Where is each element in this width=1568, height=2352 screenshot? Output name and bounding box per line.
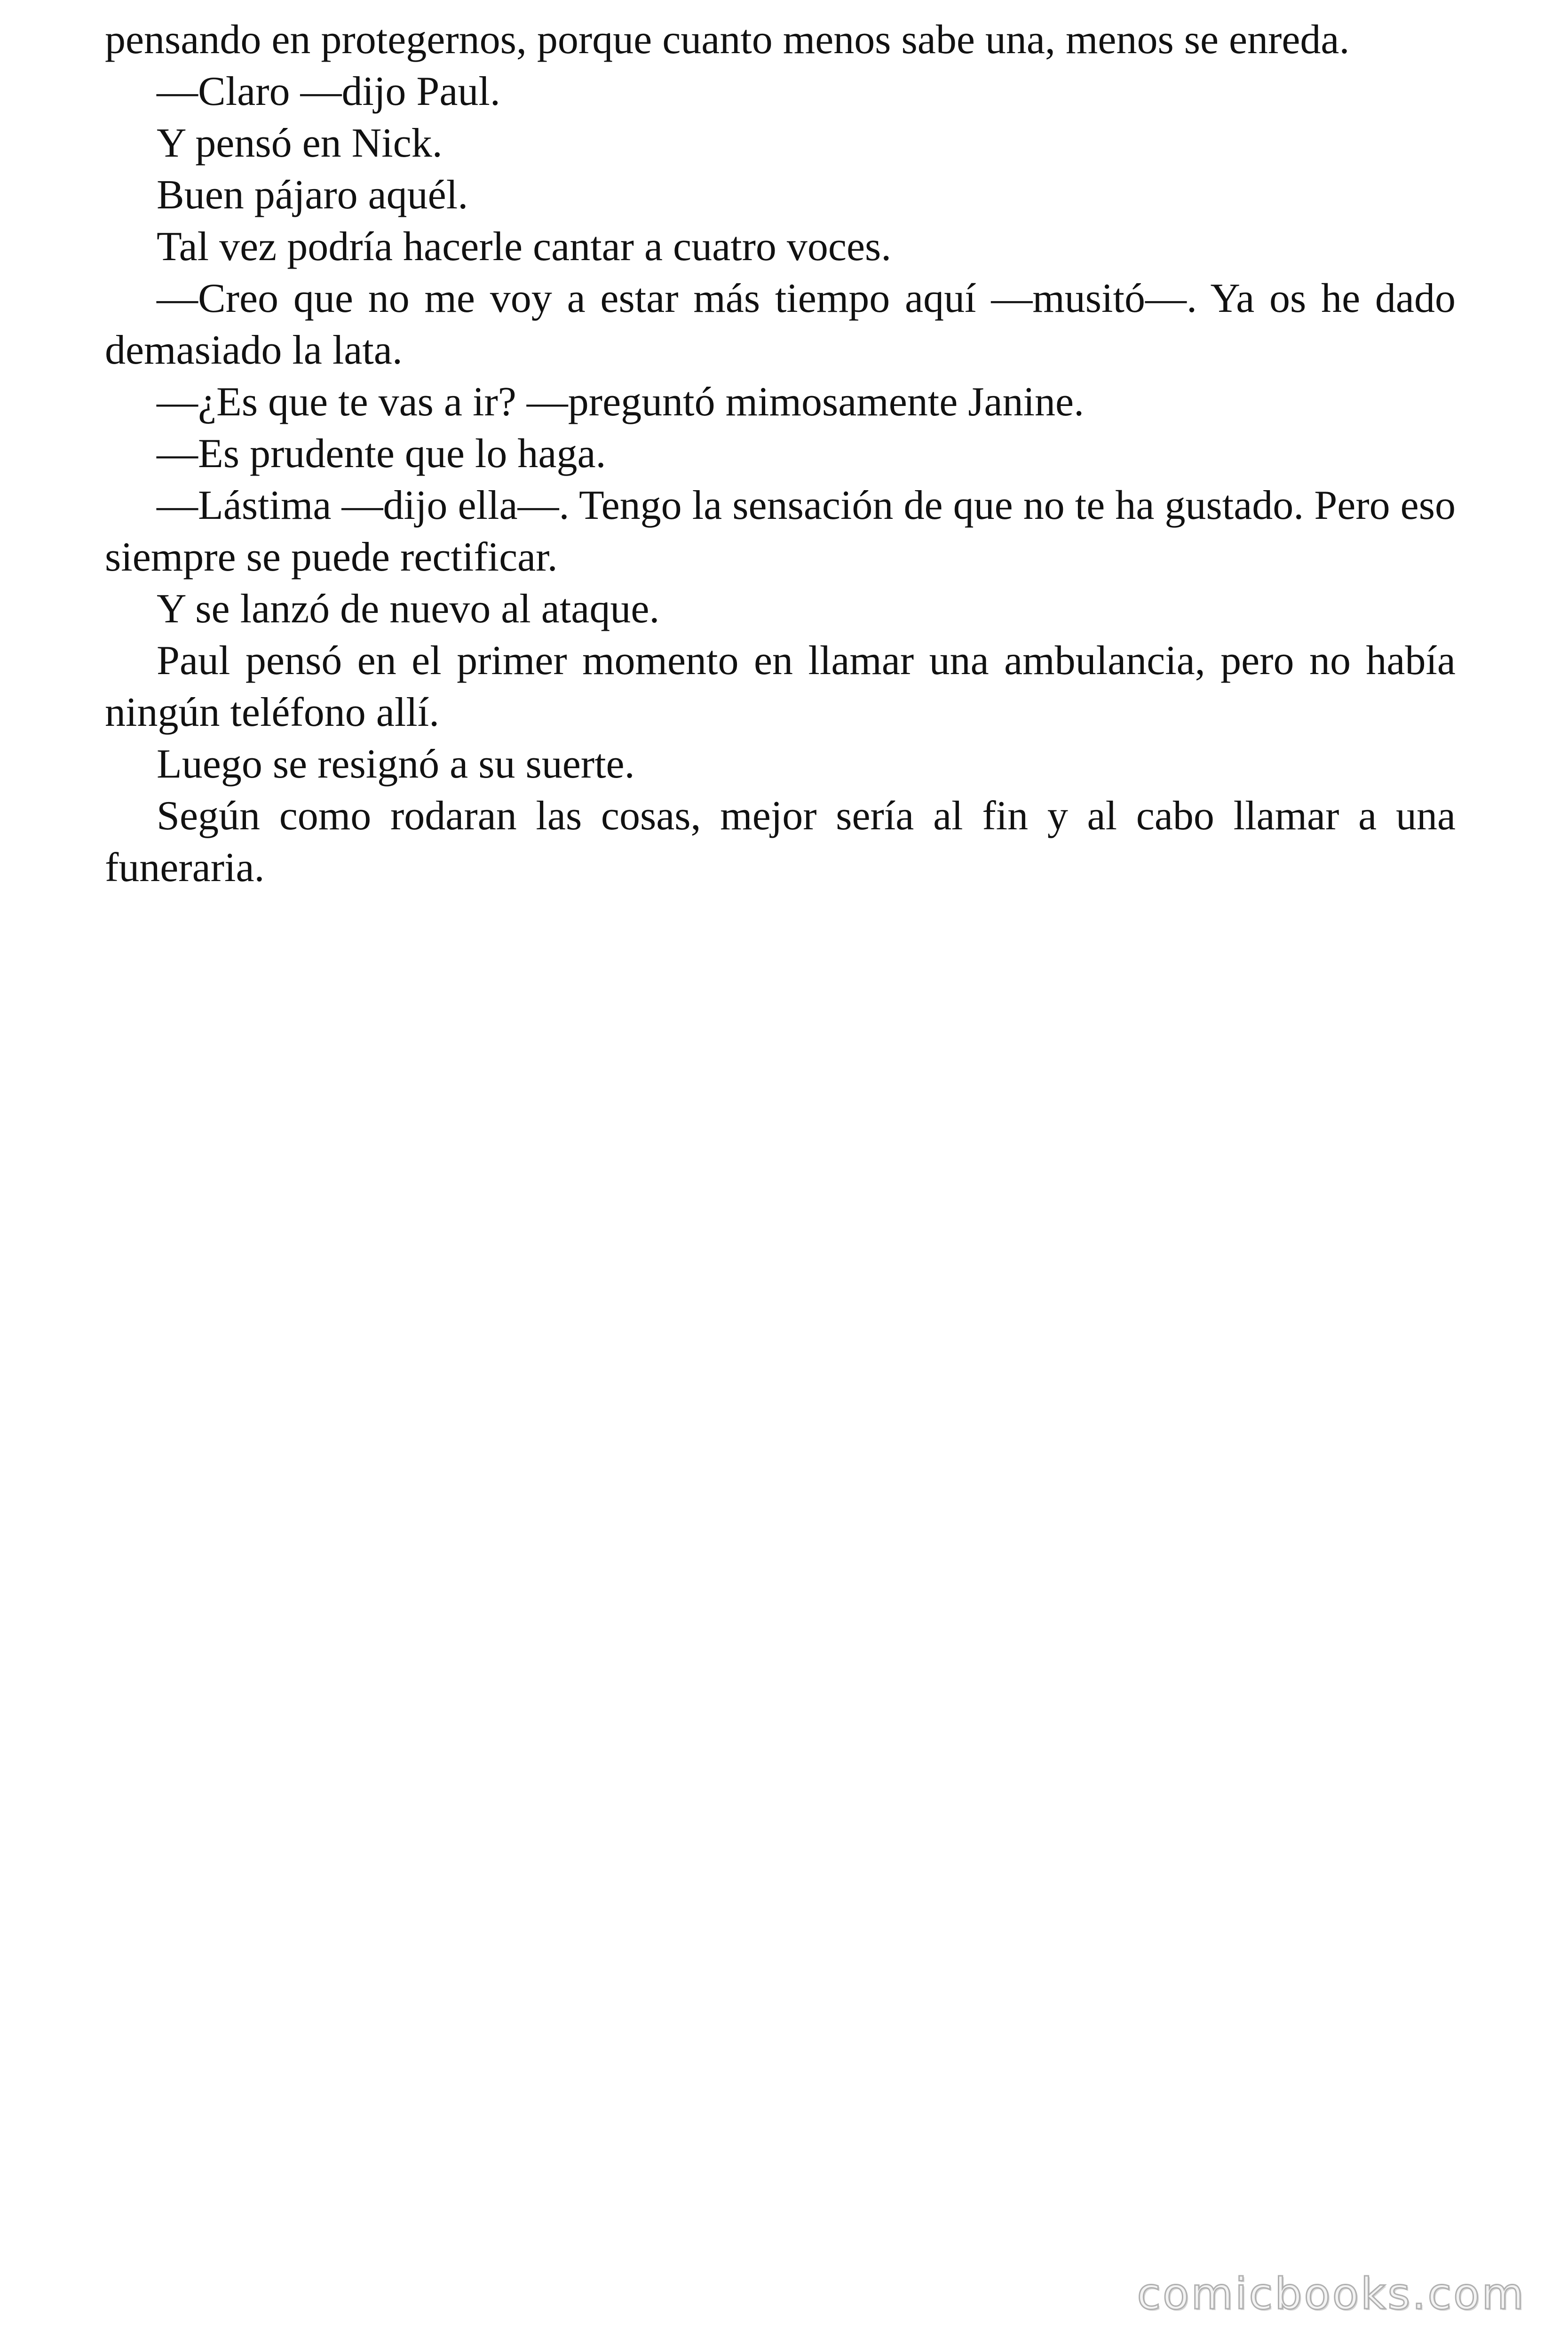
paragraph: Luego se resignó a su suerte. [157,741,635,787]
paragraph: —Lástima —dijo ella—. Tengo la sensación de que no te ha gustado. Pero eso siempre se puede rectificar. [105,483,1456,580]
paragraph: —¿Es que te vas a ir? —preguntó mimosamente Janine. [157,379,1085,425]
paragraph: —Creo que no me voy a estar más tiempo aquí —musitó—. Ya os he dado demasiado la lata. [105,276,1456,373]
paragraph: pensando en protegernos, porque cuanto menos sabe una, menos se enreda. [105,17,1350,63]
paragraph: Tal vez podría hacerle cantar a cuatro voces. [157,224,892,270]
paragraph: Y se lanzó de nuevo al ataque. [157,586,660,632]
paragraph: Según como rodaran las cosas, mejor sería al fin y al cabo llamar a una funeraria. [105,793,1456,890]
paragraph: Buen pájaro aquél. [157,172,468,218]
watermark: comicbooks.com [1137,2269,1526,2319]
document-body [105,14,1456,894]
paragraph: Paul pensó en el primer momento en llamar una ambulancia, pero no había ningún teléfono allí. [105,638,1456,735]
paragraph: Y pensó en Nick. [157,120,443,166]
paragraph: —Claro —dijo Paul. [157,69,500,114]
paragraph: —Es prudente que lo haga. [157,431,606,477]
